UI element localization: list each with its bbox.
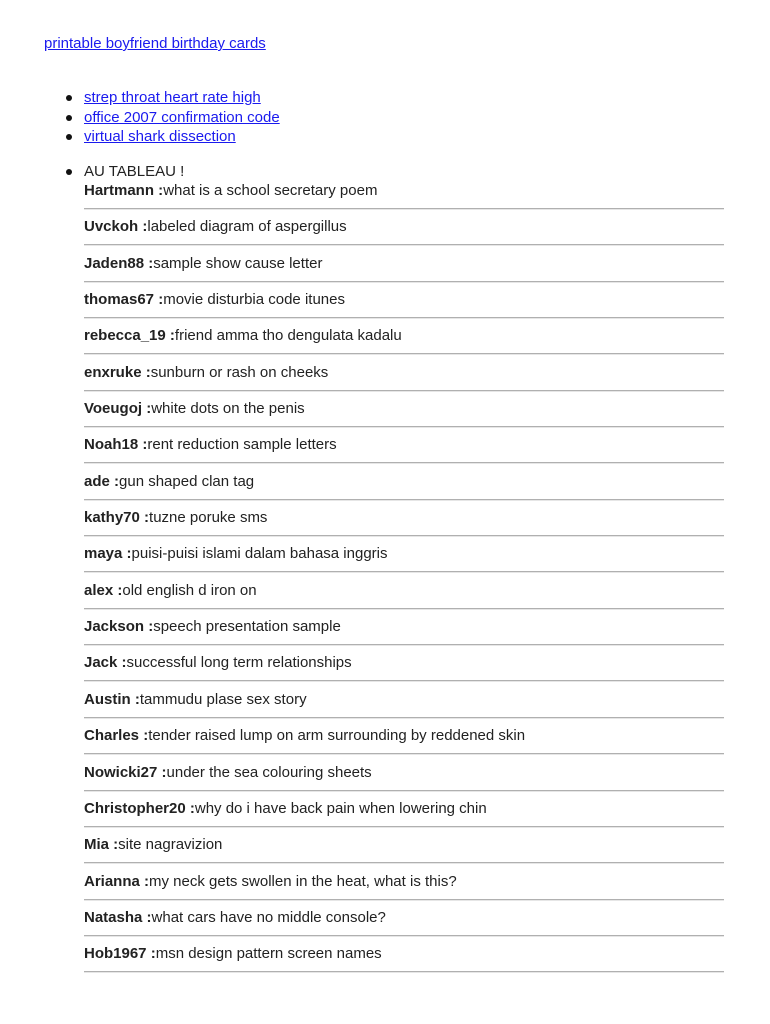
divider: [84, 317, 724, 319]
divider: [84, 462, 724, 464]
entry-user: Jackson :: [84, 618, 154, 636]
entry-text: sunburn or rash on cheeks: [150, 363, 329, 381]
divider: [84, 390, 724, 392]
list-item: [84, 618, 724, 654]
entry-text: msn design pattern screen names: [155, 945, 382, 963]
divider: [84, 935, 724, 937]
top-link[interactable]: printable boyfriend birthday cards: [44, 35, 266, 52]
list-item: [84, 89, 280, 109]
divider: [84, 281, 724, 283]
link-item[interactable]: office 2007 confirmation code: [84, 108, 280, 126]
entry-user: enxruke :: [84, 363, 151, 381]
entry-user: rebecca_19 :: [84, 327, 175, 345]
list-item: [84, 691, 724, 727]
divider: [84, 826, 724, 828]
divider: [84, 899, 724, 901]
entry-user: Natasha :: [84, 908, 152, 926]
list-item: [84, 654, 724, 690]
divider: [84, 971, 724, 973]
list-item: [84, 218, 724, 254]
list-item: [84, 873, 724, 909]
entry-text: tammudu plase sex story: [139, 690, 307, 708]
entry-user: Noah18 :: [84, 436, 148, 454]
entry-text: labeled diagram of aspergillus: [147, 218, 347, 236]
entry-text: what cars have no middle console?: [151, 908, 386, 926]
list-item: [84, 327, 724, 363]
list-item: [84, 128, 280, 148]
entry-user: Arianna :: [84, 872, 150, 890]
entry-user: kathy70 :: [84, 509, 150, 527]
entry-text: my neck gets swollen in the heat, what is this?: [149, 872, 457, 890]
divider: [84, 208, 724, 210]
entry-text: successful long term relationships: [126, 654, 352, 672]
divider: [84, 353, 724, 355]
divider: [84, 753, 724, 755]
entry-user: Uvckoh :: [84, 218, 148, 236]
entry-text: rent reduction sample letters: [147, 436, 337, 454]
entry-text: under the sea colouring sheets: [166, 763, 372, 781]
tableau-title: AU TABLEAU !: [84, 163, 185, 180]
list-item: [84, 545, 724, 581]
divider: [84, 717, 724, 719]
divider: [84, 644, 724, 646]
entry-text: why do i have back pain when lowering chin: [194, 799, 487, 817]
entry-text: tender raised lump on arm surrounding by reddened skin: [148, 727, 526, 745]
entry-user: maya :: [84, 545, 132, 563]
list-item: [84, 945, 724, 981]
divider: [84, 680, 724, 682]
divider: [84, 862, 724, 864]
link-item[interactable]: virtual shark dissection: [84, 128, 236, 145]
list-item: [84, 582, 724, 618]
entry-user: Voeugoj :: [84, 400, 152, 418]
entry-user: Nowicki27 :: [84, 763, 167, 781]
divider: [84, 535, 724, 537]
entry-text: friend amma tho dengulata kadalu: [174, 327, 402, 345]
list-item: [84, 291, 724, 327]
list-item: [84, 764, 724, 800]
list-item: [84, 400, 724, 436]
divider: [84, 426, 724, 428]
entry-text: gun shaped clan tag: [119, 472, 255, 490]
list-item: [84, 836, 724, 872]
list-item: [84, 109, 280, 129]
list-item: [84, 727, 724, 763]
list-item: [84, 800, 724, 836]
entry-text: old english d iron on: [122, 581, 257, 599]
entry-text: movie disturbia code itunes: [163, 291, 345, 309]
divider: [84, 608, 724, 610]
entry-user: Christopher20 :: [84, 799, 195, 817]
link-item[interactable]: strep throat heart rate high: [84, 89, 261, 106]
entry-user: Mia :: [84, 836, 119, 854]
entry-user: Charles :: [84, 727, 149, 745]
entry-user: alex :: [84, 581, 123, 599]
entry-user: Hob1967 :: [84, 945, 156, 963]
list-item: [84, 473, 724, 509]
tableau-section: [84, 163, 724, 982]
divider: [84, 244, 724, 246]
entry-user: Jaden88 :: [84, 254, 154, 272]
link-list: [84, 89, 280, 148]
entry-text: sample show cause letter: [153, 254, 323, 272]
list-item: [84, 364, 724, 400]
entry-user: Hartmann :: [84, 182, 164, 199]
divider: [84, 499, 724, 501]
list-item: [84, 509, 724, 545]
entry-text: tuzne poruke sms: [149, 509, 268, 527]
divider: [84, 790, 724, 792]
entry-user: Jack :: [84, 654, 127, 672]
entry-list: [84, 182, 724, 982]
entry-user: Austin :: [84, 690, 140, 708]
entry-user: thomas67 :: [84, 291, 164, 309]
list-item: [84, 909, 724, 945]
divider: [84, 571, 724, 573]
entry-text: white dots on the penis: [151, 400, 305, 418]
entry-user: ade :: [84, 472, 120, 490]
list-item: [84, 182, 724, 218]
entry-text: site nagravizion: [118, 836, 223, 854]
entry-text: puisi-puisi islami dalam bahasa inggris: [131, 545, 388, 563]
entry-text: what is a school secretary poem: [163, 182, 378, 199]
list-item: [84, 436, 724, 472]
entry-text: speech presentation sample: [153, 618, 341, 636]
list-item: [84, 255, 724, 291]
